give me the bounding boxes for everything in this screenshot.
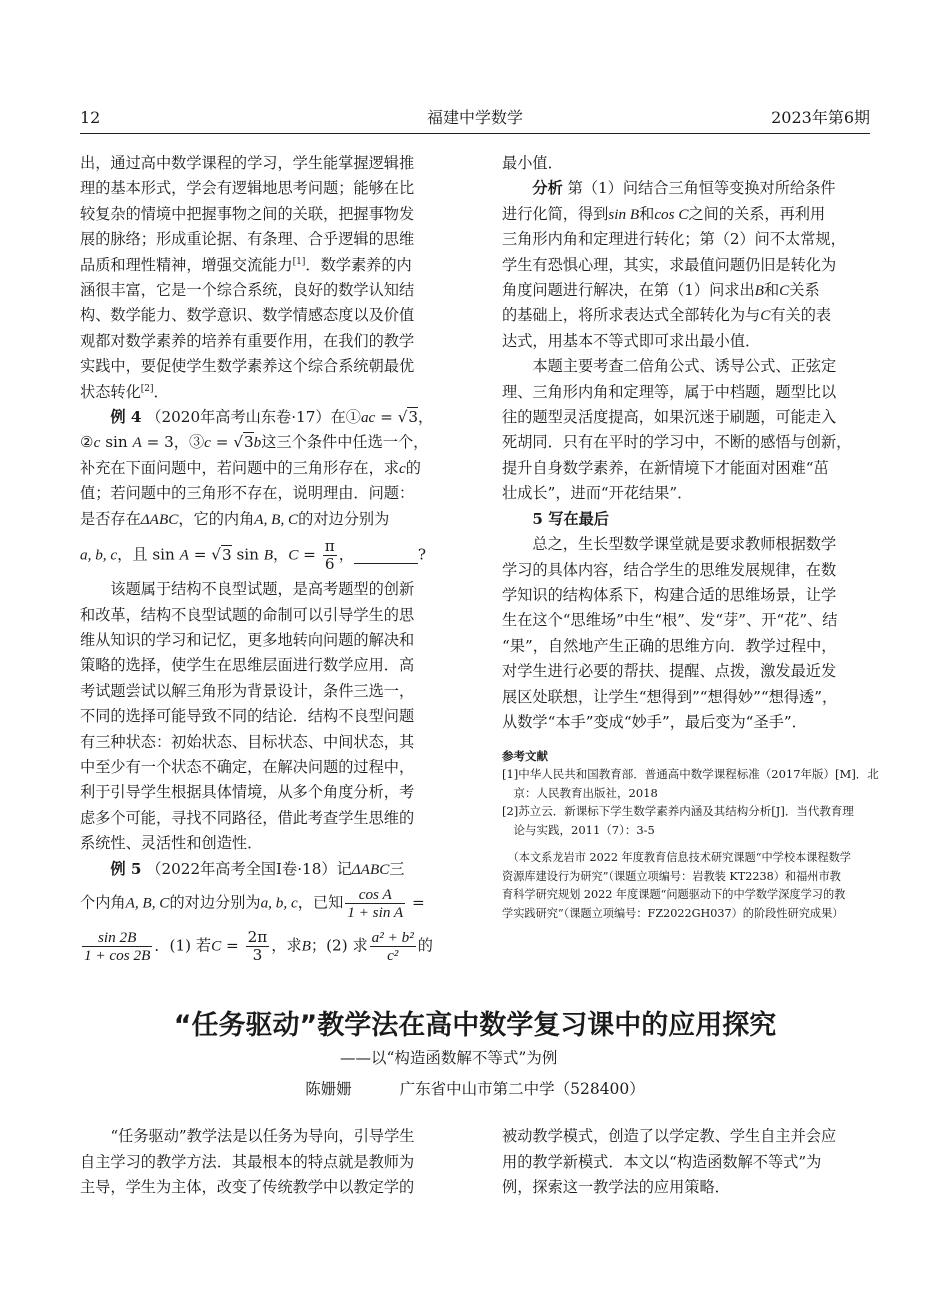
reference-item: [1]中华人民共和国教育部．普通高中数学课程标准（2017年版）[M]．北 bbox=[502, 767, 879, 782]
right-column bbox=[502, 151, 879, 923]
article-title: “任务驱动”教学法在高中数学复习课中的应用探究 bbox=[173, 1010, 777, 1041]
example-4-label: 例 4 bbox=[110, 408, 142, 427]
paragraph-intro: 出，通过高中数学课程的学习，学生能掌握逻辑推 理的基本形式，学会有逻辑地思考问题；能够在比 较复杂的情境中把握事物之间的关联，把握事物发 展的脉络；形成重论据、有条理、合乎逻辑的思维 品质和理性精神，增强交流能力[1]．数学素养的内 涵很丰富，它是一个综合系统，良好的数学认知结 构、数学能力、数学意识、数学情感态度以及价值 观都对数学素养的培养有重要作用，在我们的教学 实践中，要促使学生数学素养这个综合系统朝最优 状态转化[2]． bbox=[80, 154, 415, 401]
section-heading: 5 写在最后 bbox=[532, 509, 609, 528]
article-subtitle: ——以“构造函数解不等式”为例 bbox=[340, 1049, 558, 1067]
citation-2[interactable]: [2] bbox=[140, 383, 154, 394]
answer-blank bbox=[354, 548, 418, 564]
paragraph-analysis-ill-structured: 该题属于结构不良型试题，是高考题型的创新 和改革，结构不良型试题的命制可以引导学生的思 维从知识的学习和记忆，更多地转向问题的解决和 策略的选择，使学生在思维层面进行数学应用．高 考试题尝试以解三角形为背景设计，条件三选一， 不同的选择可能导致不同的结论．结构不良型问题 有三种状态：初始状态、目标状态、中间状态，其 中至少有一个状态不确定，在解决问题的过程中， 利于引导学生根据具体情境，从多个角度分析，考 虑多个可能，寻找不同路径，借此考查学生思维的 系统性、灵活性和创造性． bbox=[80, 580, 415, 853]
paragraph-summary: 本题主要考查二倍角公式、诱导公式、正弦定 理、三角形内角和定理等，属于中档题，题型比以 往的题型灵活度提高，如果沉迷于刷题，可能走入 死胡同．只有在平时的学习中，不断的感悟与创新， 提升自身数学素养，在新情境下才能面对困难“茁 壮成长”，进而“开花结果”． bbox=[502, 357, 852, 503]
page-number: 12 bbox=[80, 108, 101, 127]
header-rule bbox=[80, 133, 870, 134]
author-name: 陈姗姗 bbox=[305, 1080, 352, 1098]
citation-1[interactable]: [1] bbox=[292, 256, 306, 267]
article-right-column: 被动教学模式，创造了以学定教、学生自主并会应 用的教学新模式．本文以“构造函数解不等式”为 例，探索这一教学法的应用策略． bbox=[502, 1127, 837, 1197]
funding-note: （本文系龙岩市 2022 年度教育信息技术研究课题“中学校本课程数学 资源库建设行为研究”（课题立项编号：岩教装 KT2238）和福州市教 育科学研究规划 2022 年度课题“问题驱动下的中学数学深度学习的教 学实践研究”（课题立项编号：FZ2022GH037）的阶段性研究成果） bbox=[502, 851, 851, 920]
paragraph-min-value: 最小值． bbox=[502, 154, 563, 172]
left-column bbox=[80, 151, 452, 964]
article-left-column: “任务驱动”教学法是以任务为导向，引导学生 自主学习的教学方法．其最根本的特点就是教师为 主导，学生为主体，改变了传统教学中以教定学的 bbox=[80, 1127, 415, 1197]
author-line bbox=[0, 1078, 950, 1100]
journal-name: 福建中学数学 bbox=[426, 108, 523, 127]
paragraph-analysis: 分析 第（1）问结合三角恒等变换对所给条件 进行化简，得到sin B和cos C之间的关系，再利用 三角形内角和定理进行转化；第（2）问不太常规， 学生有恐惧心理，其实，求最值问题仍旧是转化为 角度问题进行解决，在第（1）问求出B和C关系 的基础上，将所求表达式全部转化为与C有关的表 达式，用基本不等式即可求出最小值． bbox=[502, 179, 846, 350]
references-list: [1]中华人民共和国教育部．普通高中数学课程标准（2017年版）[M]．北 京：人民教育出版社，2018 [2]苏立云．新课标下学生数学素养内涵及其结构分析[J]．当代教育理 论与实践，2011（7）：3-5 bbox=[502, 767, 879, 837]
paragraph-conclusion: 总之，生长型数学课堂就是要求教师根据数学 学习的具体内容，结合学生的思维发展规律，在数 学知识的结构体系下，构建合适的思维场景，让学 生在这个“思维场”中生“根”、发“芽”、开“花”、结 “果”，自然地产生正确的思维方向．教学过程中， 对学生进行必要的帮扶、提醒、点拨，激发最近发 展区处联想，让学生“想得到”“想得妙”“想得透”， 从数学“本手”变成“妙手”，最后变为“圣手”． bbox=[502, 535, 838, 731]
author-affiliation: 广东省中山市第二中学（528400） bbox=[399, 1080, 645, 1098]
references-title: 参考文献 bbox=[502, 749, 548, 764]
example-5-label: 例 5 bbox=[110, 859, 142, 878]
example-5: 例 5 （2022年高考全国Ⅰ卷·18）记ΔABC三 个内角A, B, C的对边分别为a, b, c，已知 $\frac{\text{cos A}}{\text{1 + sin A}}$ = $\frac{\sin 2B}{1 + \cos 2B}$ ．(1) 若C = $\frac{2\pi}{3}$ ，求B；(2) 求 $\frac{\text{a² + b²}}{\text{c²}}$ 的 bbox=[80, 859, 433, 964]
reference-item: [2]苏立云．新课标下学生数学素养内涵及其结构分析[J]．当代教育理 bbox=[502, 804, 854, 819]
issue-label: 2023年第6期 bbox=[771, 108, 870, 127]
example-4: 例 4 （2020年高考山东卷·17）在①ac = √3， ②c sin A = 3，③c = √3b这三个条件中任选一个， 补充在下面问题中，若问题中的三角形存在，求c的 值；若问题中的三角形不存在，说明理由．问题： 是否存在ΔABC，它的内角A, B, C的对边分别为 a, b, c，且 sin A = √3 sin B，C = $\frac{\pi}{6}$ ， ? bbox=[80, 408, 434, 574]
analysis-label: 分析 bbox=[532, 179, 563, 198]
